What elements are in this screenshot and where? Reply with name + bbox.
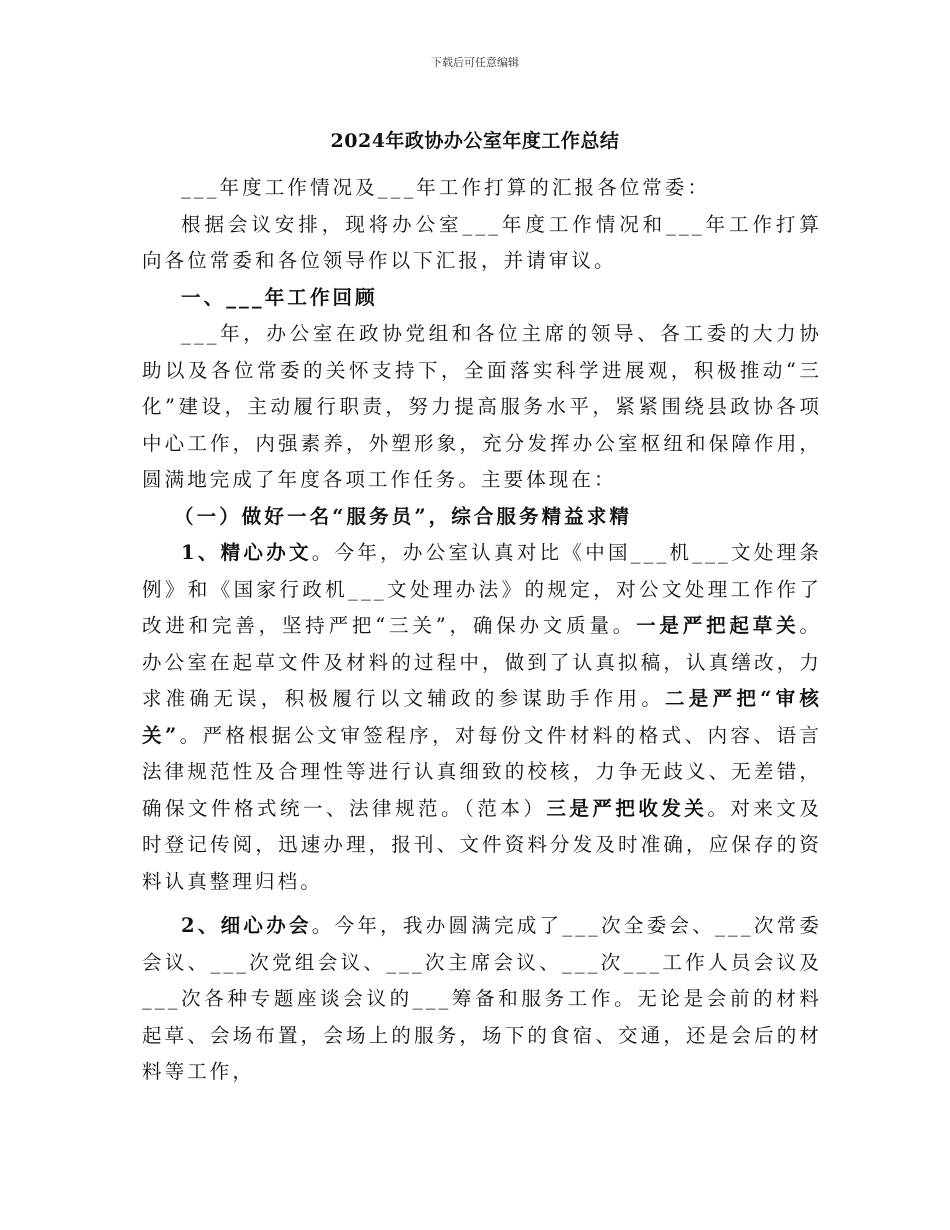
document-title: 2024年政协办公室年度工作总结 bbox=[330, 130, 620, 152]
item2-paragraph bbox=[142, 908, 822, 1091]
item1-lead: 1、精心办文 bbox=[181, 541, 312, 564]
section1-heading: 一、___年工作回顾 bbox=[181, 285, 378, 309]
document-body bbox=[142, 170, 822, 1091]
opening-line: ___年度工作情况及___年工作打算的汇报各位常委： bbox=[181, 176, 711, 199]
item1-bold-c: 三是严把收发关 bbox=[546, 796, 708, 820]
header-note: 下载后可任意编辑 bbox=[431, 56, 519, 69]
intro-paragraph: 根据会议安排，现将办公室___年度工作情况和___年工作打算向各位常委和各位领导作以下汇报，并请审议。 bbox=[142, 212, 822, 272]
item1-bold-b: 二是严把“审核关” bbox=[142, 687, 822, 747]
item1-text-a: 。今年，办公室认真对比《中国___机___文处理条例》和《国家行政机___文处理办法》的规定，对公文处理工作作了改进和完善，坚持严把“三关”，确保办文质量。 bbox=[142, 541, 822, 637]
subsection1-heading: （一）做好一名“服务员”，综合服务精益求精 bbox=[174, 504, 633, 528]
item1-text-c: 。严格根据公文审签程序，对每份文件材料的格式、内容、语言法律规范性及合理性等进行认真细致的校核，力争无歧义、无差错，确保文件格式统一、法律规范。（范本） bbox=[142, 723, 822, 820]
item2-text: 。今年，我办圆满完成了___次全委会、___次常委会议、___次党组会议、___次主席会议、___次___工作人员会议及___次各种专题座谈会议的___筹备和服务工作。无论是会前的材料起草、会场布置，会场上的服务，场下的食宿、交通，还是会后的材料等工作， bbox=[142, 914, 823, 1083]
item2-lead: 2、细心办会 bbox=[181, 914, 312, 937]
item1-text-b: 。办公室在起草文件及材料的过程中，做到了认真拟稿，认真缮改，力求准确无误，积极履行以文辅政的参谋助手作用。 bbox=[142, 614, 822, 710]
section1-paragraph: ___年，办公室在政协党组和各位主席的领导、各工委的大力协助以及各位常委的关怀支持下，全面落实科学进展观，积极推动“三化”建设，主动履行职责，努力提高服务水平，紧紧围绕县政协各项中心工作，内强素养，外塑形象，充分发挥办公室枢纽和保障作用，圆满地完成了年度各项工作任务。主要体现在： bbox=[142, 322, 822, 491]
item1-bold-a: 一是严把起草关 bbox=[636, 614, 800, 637]
item1-paragraph bbox=[142, 535, 822, 900]
item1-text-d: 。对来文及时登记传阅，迅速办理，报刊、文件资料分发及时准确，应保存的资料认真整理归档。 bbox=[142, 796, 822, 893]
